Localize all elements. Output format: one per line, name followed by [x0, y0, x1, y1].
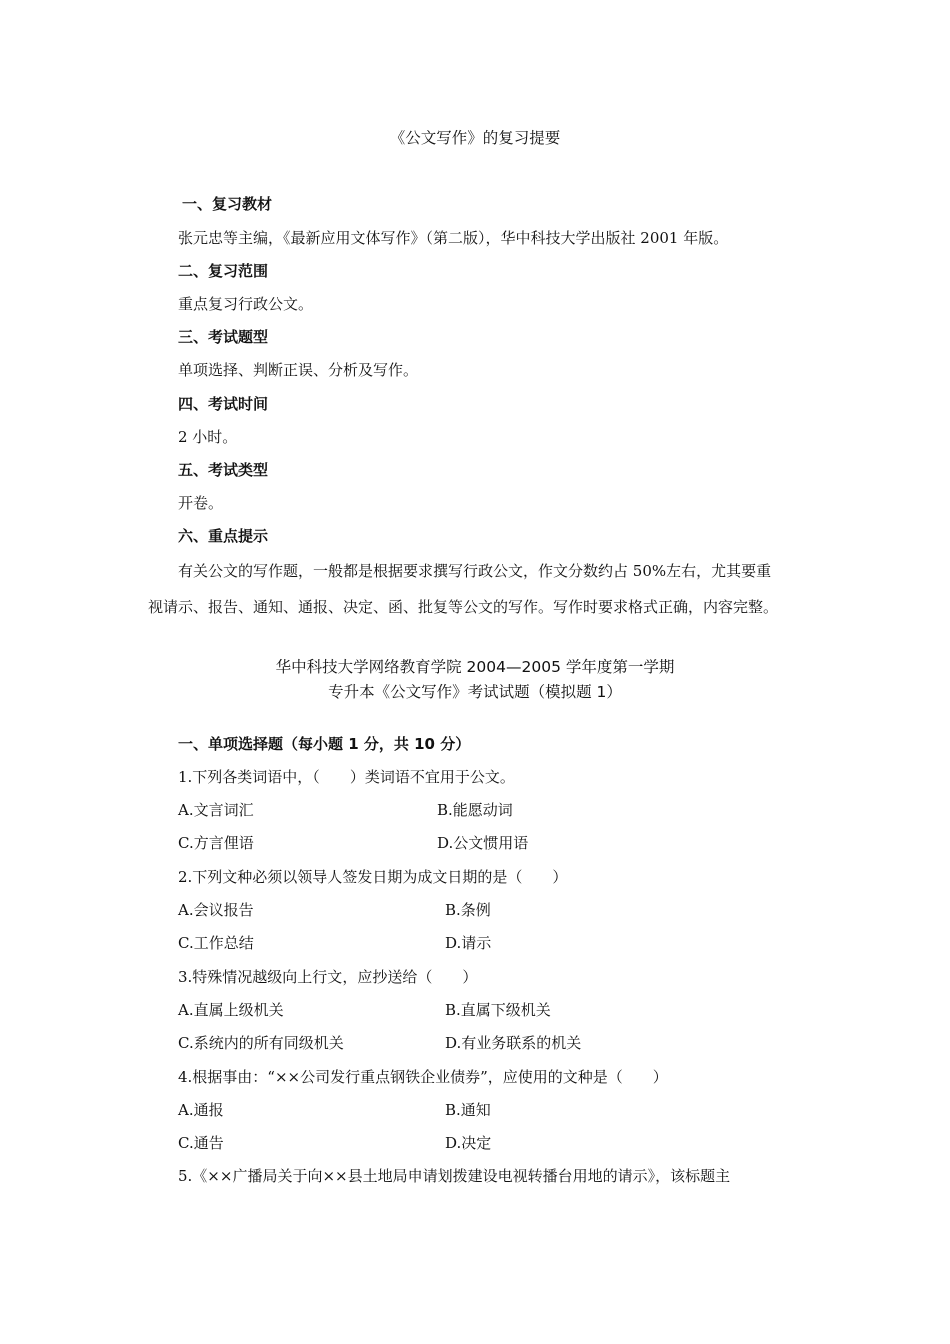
question-4-option-c: C.通告: [178, 1134, 224, 1152]
section-6-heading: 六、重点提示: [178, 527, 269, 545]
question-3-option-c: C.系统内的所有同级机关: [178, 1034, 344, 1052]
section-5-heading: 五、考试类型: [178, 461, 269, 479]
question-5-stem: 5.《××广播局关于向××县土地局申请划拨建设电视转播台用地的请示》，该标题主: [178, 1167, 731, 1185]
question-1-option-a: A.文言词汇: [178, 801, 254, 819]
section-4-heading: 四、考试时间: [178, 395, 269, 413]
exam-title-line-1: 华中科技大学网络教育学院 2004—2005 学年度第一学期: [275, 658, 675, 676]
question-2-option-a: A.会议报告: [178, 901, 254, 919]
section-3-heading: 三、考试题型: [178, 328, 269, 346]
exam-part-1-heading: 一、单项选择题（每小题 1 分，共 10 分）: [178, 735, 471, 753]
question-4-option-d: D.决定: [445, 1134, 492, 1152]
question-2-stem: 2.下列文种必须以领导人签发日期为成文日期的是（ ）: [178, 868, 568, 886]
question-3-stem: 3.特殊情况越级向上行文，应抄送给（ ）: [178, 968, 478, 986]
question-2-option-c: C.工作总结: [178, 934, 254, 952]
question-3-option-a: A.直属上级机关: [178, 1001, 284, 1019]
section-6-paragraph-line-2: 视请示、报告、通知、通报、决定、函、批复等公文的写作。写作时要求格式正确，内容完整。: [148, 598, 779, 616]
question-1-stem: 1.下列各类词语中，（ ）类词语不宜用于公文。: [178, 768, 515, 786]
question-2-option-b: B.条例: [445, 901, 491, 919]
section-2-heading: 二、复习范围: [178, 262, 269, 280]
question-3-option-b: B.直属下级机关: [445, 1001, 551, 1019]
question-4-option-a: A.通报: [178, 1101, 224, 1119]
question-1-option-c: C.方言俚语: [178, 834, 254, 852]
question-3-option-d: D.有业务联系的机关: [445, 1034, 582, 1052]
question-4-option-b: B.通知: [445, 1101, 491, 1119]
question-4-stem: 4.根据事由：“××公司发行重点钢铁企业债券”，应使用的文种是（ ）: [178, 1068, 668, 1086]
question-2-option-d: D.请示: [445, 934, 492, 952]
section-6-paragraph-line-1: 有关公文的写作题，一般都是根据要求撰写行政公文，作文分数约占 50%左右，尤其要重: [178, 562, 772, 580]
section-4-text: 2 小时。: [178, 428, 238, 446]
document-title: 《公文写作》的复习提要: [389, 129, 561, 147]
section-1-heading: 一、复习教材: [182, 195, 273, 213]
section-5-text: 开卷。: [178, 494, 224, 512]
section-1-text: 张元忠等主编，《最新应用文体写作》（第二版），华中科技大学出版社 2001 年版。: [178, 229, 729, 247]
question-1-option-b: B.能愿动词: [437, 801, 513, 819]
exam-title-line-2: 专升本《公文写作》考试试题（模拟题 1）: [328, 683, 622, 701]
section-3-text: 单项选择、判断正误、分析及写作。: [178, 361, 419, 379]
question-1-option-d: D.公文惯用语: [437, 834, 529, 852]
section-2-text: 重点复习行政公文。: [178, 295, 314, 313]
